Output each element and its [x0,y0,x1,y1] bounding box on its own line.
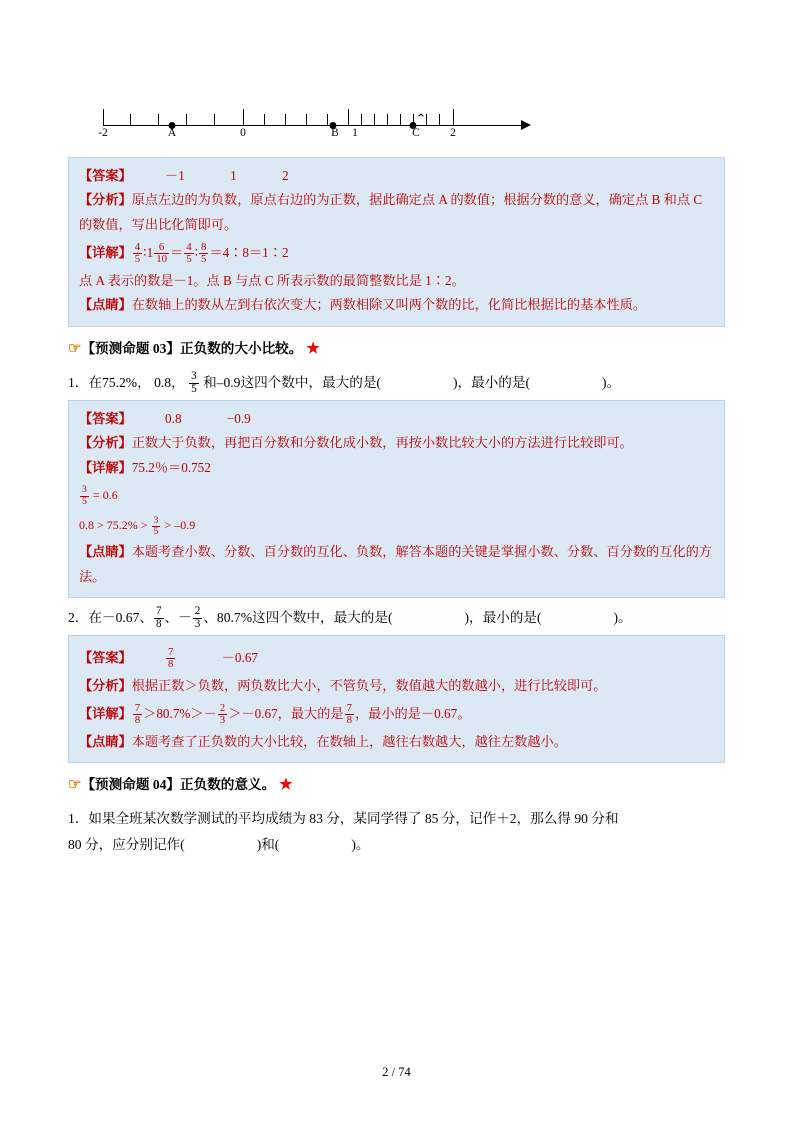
fraction-2-3: $\frac{2}{3}$ [194,605,201,631]
question-text-a: 在75.2%， [88,374,151,390]
fraction-2-3-a: $\frac{2}{3}$ [219,701,226,727]
question-number: 1． [68,811,89,827]
analysis-text: 原点左边的为负数，原点右边的为正数，据此确定点 A 的数值；根据分数的意义，确定点 B 和点 C 的数值，写出比化简即可。 [79,192,703,232]
section-title: 【预测命题 03】正负数的大小比较。 [81,340,303,356]
detail-part-2: ＞－0.67，最大的是 [228,706,344,722]
analysis-tag: 【分析】 [79,435,132,451]
fraction-7-8: $\frac{7}{8}$ [168,645,174,671]
question-text-d: )，最小的是( [464,610,542,626]
question-text-c: 和–0.9这四个数中，最大的是( [203,374,381,390]
detail-tag: 【详解】 [79,245,132,261]
answer-tag: 【答案】 [79,410,132,426]
axis-label-2: 2 [450,127,456,139]
section-heading-04 [68,773,725,797]
tick-minor [130,114,131,125]
axis-label-1: 1 [352,127,358,139]
question-line-2-b: )和( [256,836,280,852]
fraction-3-5: $\frac{3}{5}$ [82,484,87,507]
question-text-b: 0.8， [154,374,185,390]
fraction-8-5: $\frac{8}{5}$ [201,240,207,266]
insight-tag: 【点睛】 [79,297,132,313]
question-text-e: )。 [601,374,621,390]
insight-row [79,730,714,754]
answer-value-2: −0.9 [226,410,251,426]
pointing-hand-icon: ☞ [68,777,82,794]
detail-line2: 点 A 表示的数是－1。点 B 与点 C 所表示数的最简整数比是 1∶2。 [79,272,465,288]
analysis-row [79,431,714,455]
fraction-3-5-b: $\frac{3}{5}$ [153,514,159,537]
answer-value-1 [165,642,176,674]
star-icon: ★ [279,777,293,794]
tick-minor [158,114,159,125]
page-content [68,0,725,858]
tick-1 [348,109,349,125]
answer-row [79,407,714,431]
detail-part-3: ，最小的是－0.67。 [355,706,471,722]
fraction-7-8-a: $\frac{7}{8}$ [134,701,141,727]
answer-box-1 [68,157,725,327]
mixed-number-1-6-10: 1 $\frac{6}{10}$ [146,240,167,266]
insight-text: 在数轴上的数从左到右依次变大；两数相除又叫两个数的比，化简比根据比的基本性质。 [131,297,647,313]
tick-minor [327,114,328,125]
point-a-label: A [167,127,177,139]
axis-label-neg2: -2 [98,127,108,139]
insight-row [79,293,714,317]
detail-fraction-line [79,480,714,511]
analysis-tag: 【分析】 [79,677,132,693]
detail-row-2 [79,269,714,293]
section-title: 【预测命题 04】正负数的意义。 [81,777,276,793]
fraction-equals: = 0.6 [92,488,118,503]
question-text-d: )，最小的是( [452,374,530,390]
question-text-c: 、80.7%这四个数中，最大的是( [203,610,393,626]
question-text-a: 在－0.67、 [88,610,153,626]
tick-neg2 [103,109,104,125]
question-number: 1． [68,374,89,390]
answer-tag: 【答案】 [79,168,132,183]
analysis-row [79,188,714,237]
detail-row: 【详解】 $\frac{4}{5}$ ∶1 $\frac{6}{10}$ ＝ $\frac{4}{5}$ ∶ $\frac{8}{5}$ ＝4∶8＝1∶2 [79,237,714,269]
section-heading-03 [68,337,725,361]
question-3 [68,805,725,832]
tick-minor [285,114,286,125]
tick-minor [439,114,440,125]
insight-text: 本题考查小数、分数、百分数的互化、负数，解答本题的关键是掌握小数、分数、百分数的互化的方法。 [79,544,712,584]
fraction-3-5: $\frac{3}{5}$ [191,370,197,395]
detail-part-1: ＞80.7%＞－ [143,706,217,722]
point-b-label: B [331,127,339,139]
detail-tag: 【详解】 [79,706,132,722]
number-line-axis [103,125,523,126]
answer-value-2: 1 [230,168,237,183]
answer-value-1: －1 [165,168,185,183]
question-number: 2． [68,610,89,626]
answer-tag: 【答案】 [79,650,132,666]
answer-box-2 [68,400,725,598]
answer-box-3 [68,635,725,763]
tick-minor [387,114,388,125]
pointing-hand-icon: ☞ [68,340,82,357]
analysis-text: 根据正数＞负数，两负数比大小，不管负号，数值越大的数越小，进行比较即可。 [131,677,607,693]
analysis-text: 正数大于负数，再把百分数和分数化成小数，再按小数比较大小的方法进行比较即可。 [131,435,633,451]
answer-row [79,642,714,674]
tick-minor [264,114,265,125]
detail-text: 75.2％＝0.752 [131,459,211,475]
axis-label-0: 0 [240,127,246,139]
tick-minor [214,114,215,125]
insight-tag: 【点睛】 [79,734,132,750]
question-2 [68,604,725,631]
point-c-label: C [412,127,420,139]
tick-minor [374,114,375,125]
page-footer [0,1065,793,1080]
number-line-figure [83,95,725,155]
detail-tag: 【详解】 [79,459,132,475]
tick-2 [453,109,454,125]
insight-tag: 【点睛】 [79,544,132,560]
fraction-4-5: $\frac{4}{5}$ [134,240,141,266]
detail-row [79,456,714,480]
insight-text: 本题考查了正负数的大小比较，在数轴上，越往右数越大，越往左数越小。 [131,734,567,750]
question-line-2-a: 80 分，应分别记作( [68,836,185,852]
question-line-1: 如果全班某次数学测试的平均成绩为 83 分，某同学得了 85 分，记作＋2，那么得 90 分和 [88,811,619,827]
fraction-7-8-b: $\frac{7}{8}$ [346,701,352,727]
detail-tail: ＝4∶8＝1∶2 [209,245,289,261]
detail-row [79,698,714,730]
question-line-2-c: )。 [351,836,370,852]
tick-minor [361,114,362,125]
comparison-line [79,511,714,540]
answer-value-3: 2 [282,168,289,183]
tick-minor [400,114,401,125]
question-1 [68,369,725,396]
answer-row [79,164,714,188]
number-line-arrow [521,120,531,130]
page-number: 2 / 74 [382,1065,411,1079]
point-c-caret: ⌃ [415,111,427,126]
insight-row [79,540,714,589]
fraction-4-5-b: $\frac{4}{5}$ [186,240,192,266]
question-3-line-2 [68,831,725,858]
answer-value-2: －0.67 [221,650,259,666]
analysis-row [79,674,714,698]
comparison-head: 0.8 > 75.2% > [79,518,148,533]
fraction-7-8: $\frac{7}{8}$ [155,605,162,631]
tick-minor [306,114,307,125]
tick-0 [243,109,244,125]
star-icon: ★ [306,340,320,357]
tick-minor [186,114,187,125]
comparison-tail: > –0.9 [164,518,196,533]
answer-value-1: 0.8 [165,410,182,426]
analysis-tag: 【分析】 [79,192,132,208]
question-text-b: 、－ [164,610,192,626]
question-text-e: )。 [613,610,632,626]
